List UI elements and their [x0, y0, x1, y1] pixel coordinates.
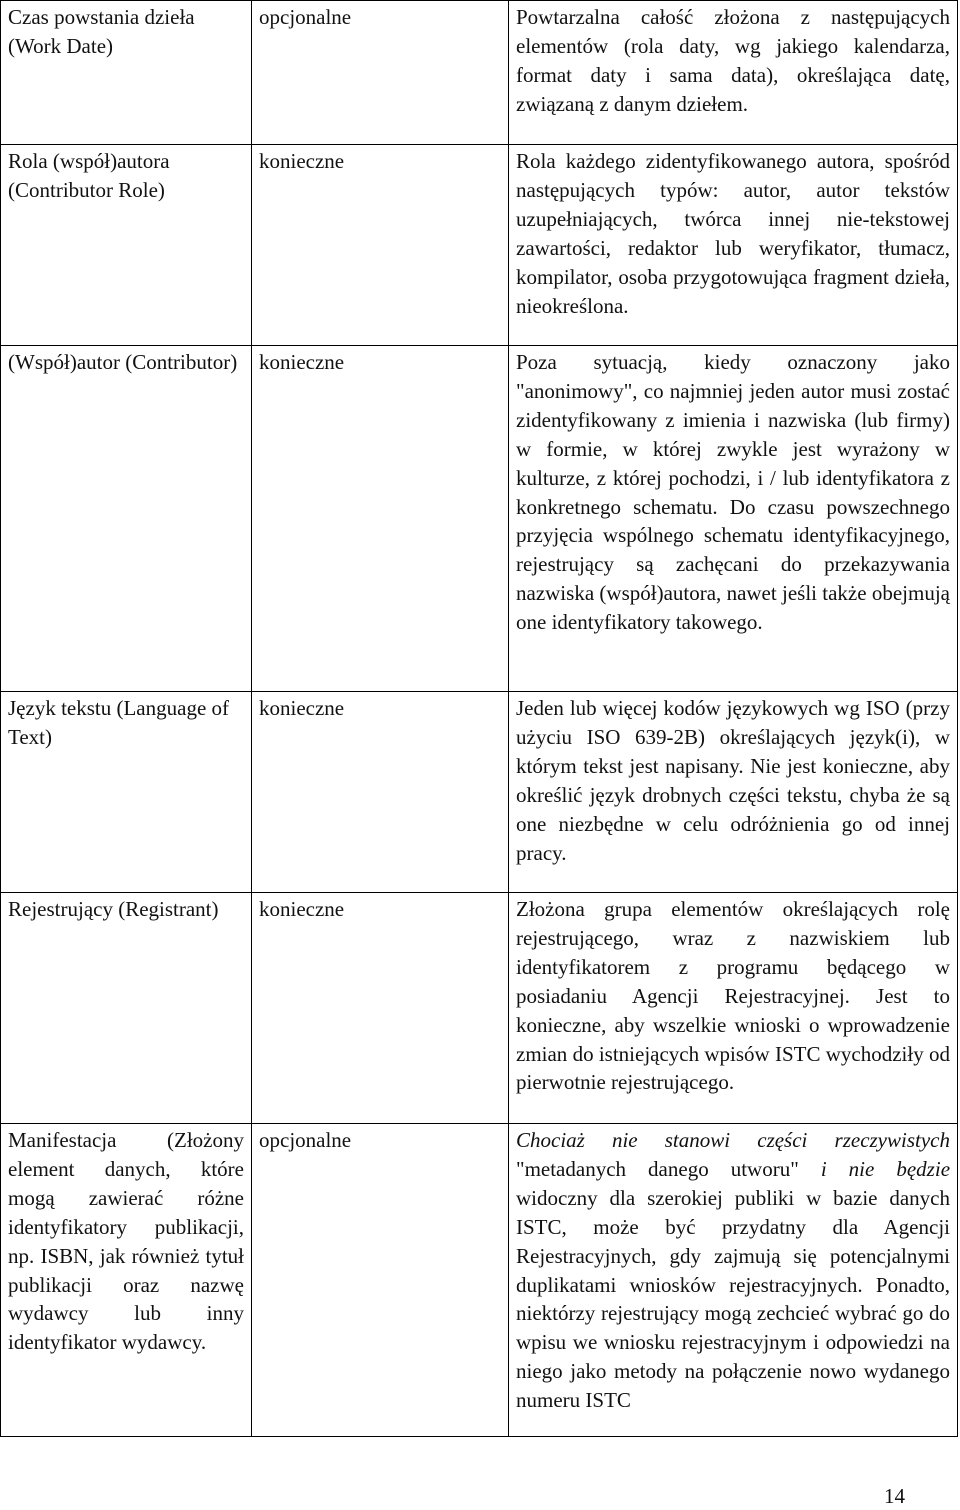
element-name-cell: Rejestrujący (Registrant) — [1, 893, 252, 1124]
element-name-cell: Rola (współ)autora (Contributor Role) — [1, 145, 252, 346]
status-cell: konieczne — [252, 346, 509, 692]
description-cell: Poza sytuacją, kiedy oznaczony jako "anonimowy", co najmniej jeden autor musi zostać zidentyfikowany z imienia i nazwiska (lub firmy) w formie, w której zwykle jest wyrażony w kulturze, z której pochodzi, i / lub identyfikatora z konkretnego schematu. Do czasu powszechnego przyjęcia wspólnego schematu identyfikacyjnego, rejestrujący są zachęcani do przekazywania nazwiska (współ)autora, nawet jeśli także obejmują one identyfikatory takowego. — [509, 346, 958, 692]
status-cell: konieczne — [252, 893, 509, 1124]
table-row — [1, 692, 958, 893]
table-row — [1, 346, 958, 692]
description-cell: Złożona grupa elementów określających rolę rejestrującego, wraz z nazwiskiem lub identyfikatorem z programu będącego w posiadaniu Agencji Rejestracyjnej. Jest to konieczne, aby wszelkie wnioski o wprowadzenie zmian do istniejących wpisów ISTC wychodziły od pierwotnie rejestrującego. — [509, 893, 958, 1124]
element-name-cell: Czas powstania dzieła (Work Date) — [1, 1, 252, 145]
description-italic-text: i nie będzie — [798, 1156, 951, 1181]
status-cell: opcjonalne — [252, 1124, 509, 1437]
table-row — [1, 1124, 958, 1437]
table-row — [1, 145, 958, 346]
description-cell: Powtarzalna całość złożona z następujących elementów (rola daty, wg jakiego kalendarza, format daty i sama data), określająca datę, związaną z danym dziełem. — [509, 1, 958, 145]
description-text: widoczny dla szerokiej publiki w bazie danych ISTC, może być przydatny dla Agencji Rejestracyjnych, gdy zajmują się potencjalnymi duplikatami wniosków rejestracyjnych. Ponadto, niektórzy rejestrujący mogą zechcieć wybrać go do wpisu we wniosku rejestracyjnym i odpowiedzi na niego jako metody na połączenie nowo wydanego numeru ISTC — [516, 1185, 950, 1413]
status-cell: opcjonalne — [252, 1, 509, 145]
status-cell: konieczne — [252, 145, 509, 346]
description-cell: Rola każdego zidentyfikowanego autora, spośród następujących typów: autor, autor tekstów uzupełniających, twórca innej nie-tekstowej zawartości, redaktor lub weryfikator, tłumacz, kompilator, osoba przygotowująca fragment dzieła, nieokreślona. — [509, 145, 958, 346]
element-name-cell: Manifestacja (Złożony element danych, które mogą zawierać różne identyfikatory publikacji, np. ISBN, jak również tytuł publikacji oraz nazwę wydawcy lub inny identyfikator wydawcy. — [1, 1124, 252, 1437]
status-cell: konieczne — [252, 692, 509, 893]
page-number: 14 — [884, 1484, 905, 1508]
table-row — [1, 1, 958, 145]
element-name-cell: Język tekstu (Language of Text) — [1, 692, 252, 893]
description-italic-text: Chociaż nie stanowi części rzeczywistych — [516, 1128, 950, 1152]
description-cell: Jeden lub więcej kodów językowych wg ISO (przy użyciu ISO 639-2B) określających język(i), w którym tekst jest napisany. Nie jest konieczne, aby określić język drobnych części tekstu, chyba że są one niezbędne w celu odróżnienia go od innej pracy. — [509, 692, 958, 893]
description-cell — [509, 1124, 958, 1437]
element-name-cell: (Współ)autor (Contributor) — [1, 346, 252, 692]
table-row — [1, 893, 958, 1124]
description-quoted-text: "metadanych danego utworu" — [516, 1156, 799, 1181]
